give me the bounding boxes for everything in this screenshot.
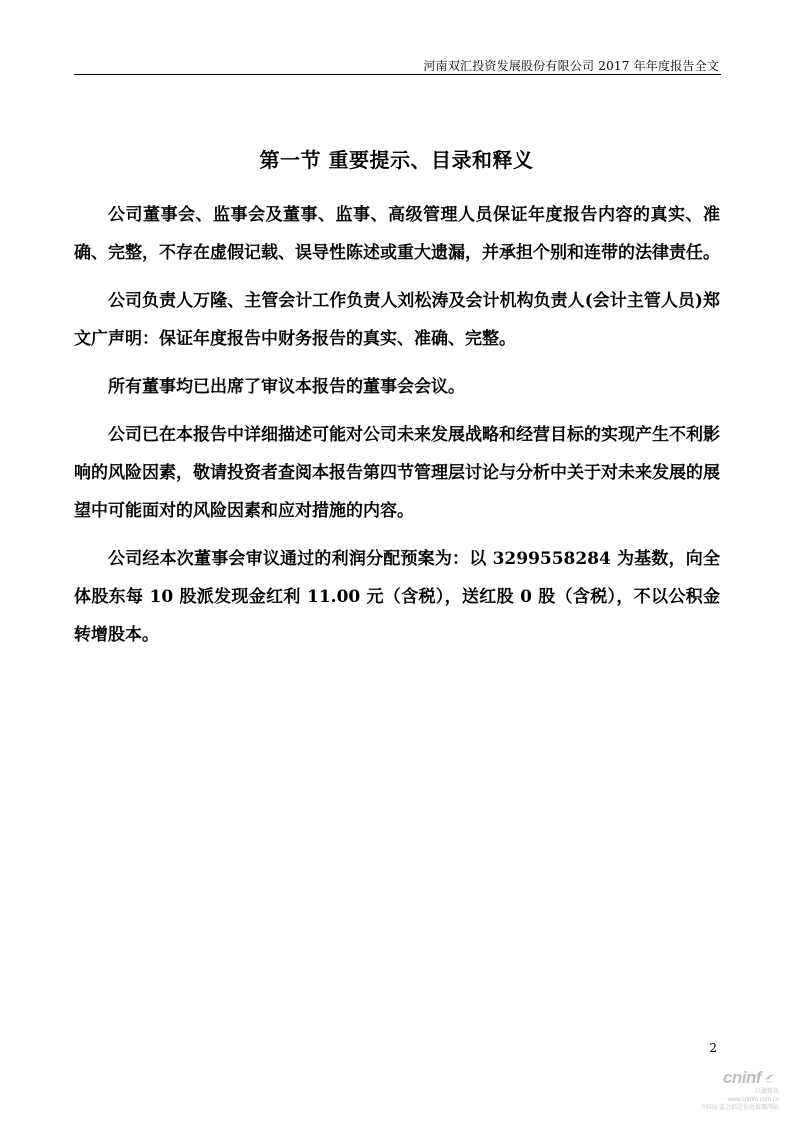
- paragraph-profit-distribution: 公司经本次董事会审议通过的利润分配预案为：以 3299558284 为基数，向全体股东每 10 股派发现金红利 11.00 元（含税），送红股 0 股（含税），不以公积金转增股本。: [74, 549, 720, 645]
- paragraph-responsible-persons: 公司负责人万隆、主管会计工作负责人刘松涛及会计机构负责人(会计主管人员)郑文广声明：保证年度报告中财务报告的真实、准确、完整。: [74, 291, 720, 349]
- cninfo-logo: [723, 1068, 779, 1088]
- paragraph-board-statement: 公司董事会、监事会及董事、监事、高级管理人员保证年度报告内容的真实、准确、完整，不存在虚假记载、误导性陈述或重大遗漏，并承担个别和连带的法律责任。: [74, 205, 720, 263]
- paragraph-directors-attendance: 所有董事均已出席了审议本报告的董事会会议。: [108, 377, 465, 397]
- cninfo-url: www.cninfo.com.cn: [727, 1097, 779, 1103]
- page-number: 2: [709, 1041, 717, 1055]
- paragraph-risk-factors: 公司已在本报告中详细描述可能对公司未来发展战略和经营目标的实现产生不利影响的风险因素，敬请投资者查阅本报告第四节管理层讨论与分析中关于对未来发展的展望中可能面对的风险因素和应对措施的内容。: [74, 425, 720, 521]
- header-divider: [74, 74, 721, 75]
- cninfo-name: 巨潮资讯: [754, 1089, 779, 1095]
- cninfo-tagline: 中国证监会指定信息披露网站: [700, 1105, 779, 1111]
- cninfo-logo-text: cninf: [722, 1068, 761, 1087]
- document-body: [74, 196, 720, 664]
- section-title: 第一节 重要提示、目录和释义: [259, 148, 534, 173]
- cninfo-watermark: [693, 1068, 779, 1118]
- cninfo-swirl-icon: [763, 1071, 779, 1085]
- header-title: 河南双汇投资发展股份有限公司 2017 年年度报告全文: [423, 59, 719, 73]
